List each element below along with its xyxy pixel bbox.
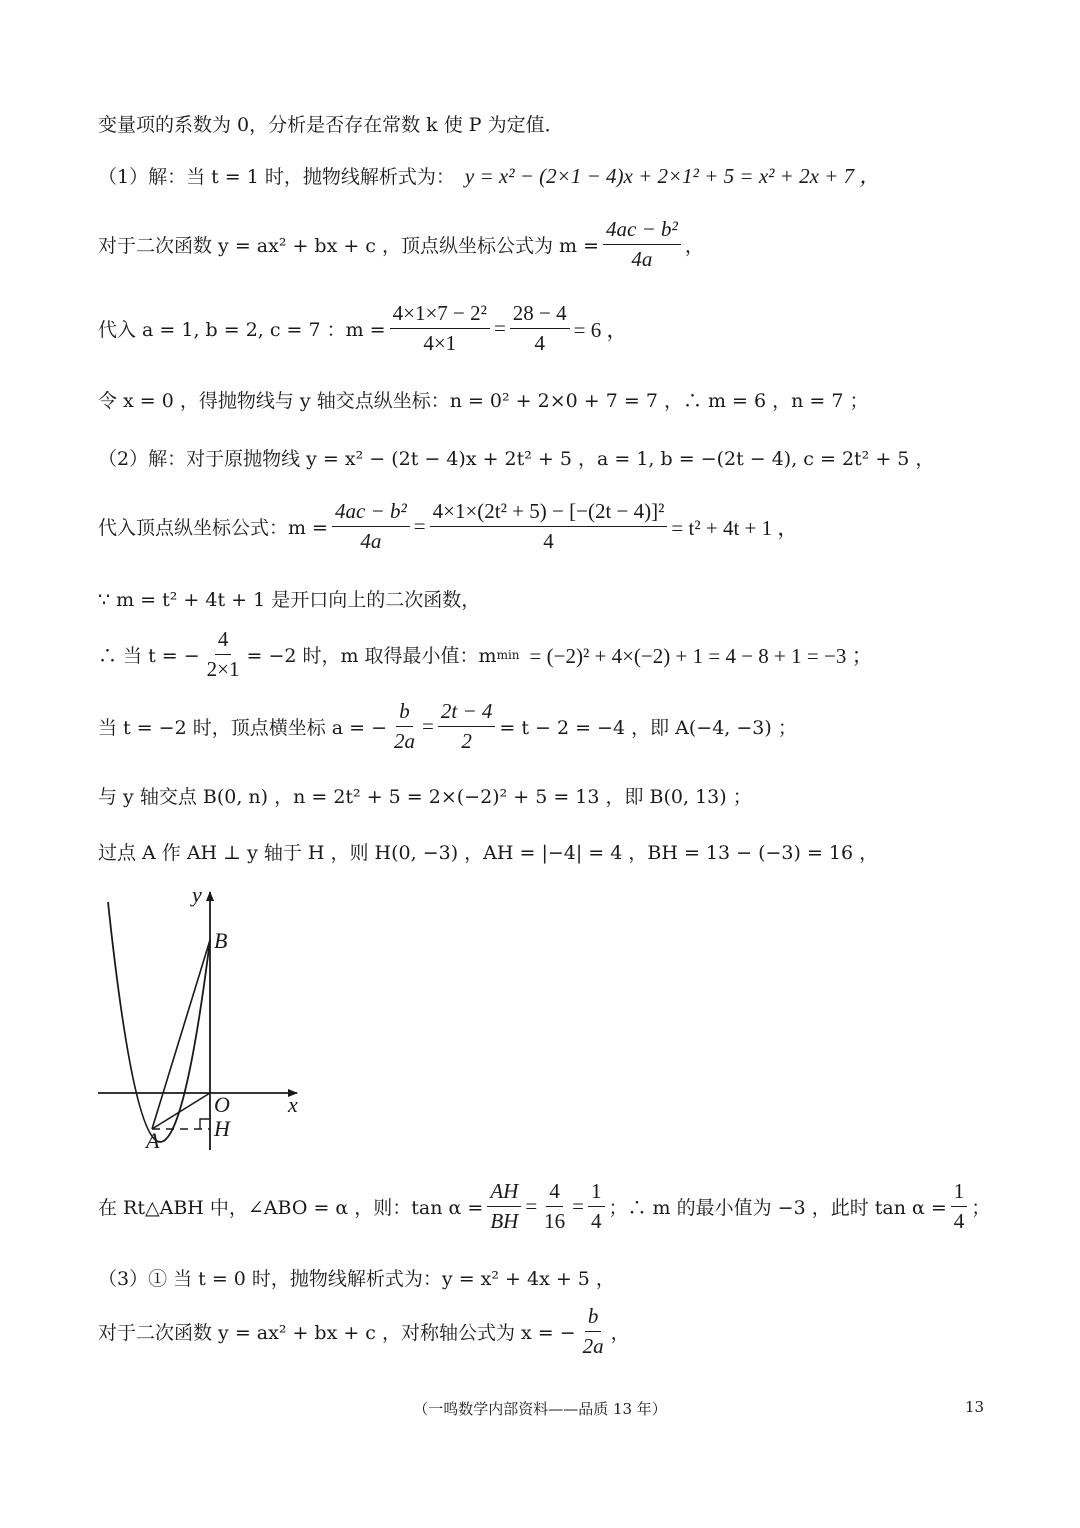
fraction-numerator: 28 − 4 xyxy=(510,302,570,329)
text-line-7 xyxy=(98,500,798,553)
fraction-denominator: 2a xyxy=(582,1334,604,1359)
fraction-denominator: 4 xyxy=(591,1209,602,1234)
text-line-10 xyxy=(98,700,797,753)
line-9-prefix: ∴ 当 t = − xyxy=(98,645,200,668)
fraction-numerator: 4ac − b² xyxy=(332,500,410,527)
page-footer: （一鸣数学内部资料——品质 13 年） xyxy=(413,1400,667,1418)
line-2-prefix: （1）解：当 t = 1 时，抛物线解析式为： xyxy=(98,165,455,188)
expanded-fraction xyxy=(430,500,668,553)
line-7-suffix: = t² + 4t + 1 ， xyxy=(671,515,799,540)
text-line-3 xyxy=(98,218,704,271)
line-4-prefix: 代入 a = 1, b = 2, c = 7 ：m = xyxy=(98,319,386,342)
fraction-denominator: 4 xyxy=(543,529,554,554)
fraction-denominator: 4 xyxy=(953,1209,965,1234)
equals-sign: = xyxy=(413,514,426,539)
text-line-1 xyxy=(98,110,564,137)
line-6-text: （2）解：对于原抛物线 y = x² − (2t − 4)x + 2t² + 5 ，a = 1, b = −(2t − 4), c = 2t² + 5 ， xyxy=(98,448,935,470)
text-line-9: ∴ 当 t = − $\frac{4}{2\times 1}$ = −2 时，m 取得最小值：m min = (−2)² + 4×(−2) + 1 = 4 − 8 + 1 = −3 ； xyxy=(98,627,873,682)
fraction-denominator: 2a xyxy=(394,729,416,754)
fraction-numerator: 4ac − b² xyxy=(603,218,681,245)
fraction-numerator: 4×1×(2t² + 5) − [−(2t − 4)]² xyxy=(430,500,668,527)
line-1-text: 变量项的系数为 0，分析是否存在常数 k 使 P 为定值． xyxy=(98,114,564,136)
line-8-text: ∵ m = t² + 4t + 1 是开口向上的二次函数， xyxy=(98,589,481,611)
axis-formula-fraction xyxy=(391,700,418,753)
text-line-13 xyxy=(98,1180,990,1233)
vertex-formula-fraction xyxy=(603,218,681,271)
text-line-2 xyxy=(98,160,880,190)
substitution-fraction-1 xyxy=(390,302,490,355)
tan-fraction-3 xyxy=(588,1180,605,1233)
tan-fraction-1 xyxy=(487,1180,521,1233)
label-a: A xyxy=(146,1128,160,1153)
page-number: 13 xyxy=(965,1398,985,1416)
label-x: x xyxy=(288,1092,298,1117)
line-7-prefix: 代入顶点纵坐标公式：m = xyxy=(98,517,328,540)
symmetry-axis-fraction xyxy=(580,1305,607,1358)
tan-fraction-4 xyxy=(951,1180,968,1233)
text-line-6 xyxy=(98,444,934,471)
fraction-numerator: b xyxy=(396,700,413,727)
right-angle-mark xyxy=(200,1119,210,1129)
line-14-text: （3）① 当 t = 0 时，抛物线解析式为：y = x² + 4x + 5 ， xyxy=(98,1268,615,1290)
line-3-prefix: 对于二次函数 y = ax² + bx + c ，顶点纵坐标公式为 m = xyxy=(98,235,600,258)
fraction-denominator: 4a xyxy=(631,247,653,272)
line-12-text: 过点 A 作 AH ⊥ y 轴于 H ，则 H(0, −3) ，AH = |−4| = 4 ，BH = 13 − (−3) = 16 ， xyxy=(98,842,879,864)
text-line-4 xyxy=(98,302,627,355)
text-line-14 xyxy=(98,1264,615,1291)
fraction-denominator: 2×1 xyxy=(206,657,240,682)
line-10-prefix: 当 t = −2 时，顶点横坐标 a = − xyxy=(98,717,388,740)
vertex-formula-fraction xyxy=(332,500,410,553)
fraction-numerator: AH xyxy=(487,1180,521,1207)
label-o: O xyxy=(214,1092,230,1117)
equals-sign: = xyxy=(525,1194,538,1219)
text-line-5 xyxy=(98,386,869,413)
substitution-fraction-2 xyxy=(510,302,570,355)
line-13-prefix: 在 Rt△ABH 中，∠ABO = α ，则：tan α = xyxy=(98,1197,484,1220)
line-10-suffix: = t − 2 = −4 ，即 A(−4, −3) ； xyxy=(499,717,797,740)
text-line-8 xyxy=(98,585,480,612)
line-2-formula: y = x² − (2×1 − 4)x + 2×1² + 5 = x² + 2x + 7 ， xyxy=(464,164,881,188)
line-15-prefix: 对于二次函数 y = ax² + bx + c ，对称轴公式为 x = − xyxy=(98,1322,576,1345)
line-5-text: 令 x = 0 ，得抛物线与 y 轴交点纵坐标：n = 0² + 2×0 + 7 = 7 ，∴ m = 6 ，n = 7 ； xyxy=(98,390,869,412)
fraction-numerator: 1 xyxy=(588,1180,605,1207)
segment-ab xyxy=(152,940,210,1129)
line-13-suffix: ； xyxy=(971,1197,991,1220)
line-15-suffix: ， xyxy=(610,1322,630,1345)
line-13-mid: ；∴ m 的最小值为 −3 ，此时 tan α = xyxy=(608,1197,947,1220)
fraction-denominator: BH xyxy=(490,1209,519,1234)
line-9-tail: = (−2)² + 4×(−2) + 1 = 4 − 8 + 1 = −3 ； xyxy=(529,643,873,668)
fraction-numerator: 1 xyxy=(951,1180,968,1207)
text-line-15 xyxy=(98,1305,630,1358)
fraction-numerator: 4 xyxy=(546,1180,563,1207)
fraction-denominator: 4a xyxy=(360,529,382,554)
equals-sign: = xyxy=(422,714,434,739)
fraction-numerator: 2t − 4 xyxy=(438,700,496,727)
fraction-denominator: 4 xyxy=(534,331,545,356)
fraction-numerator: 4 xyxy=(215,628,232,655)
label-b: B xyxy=(214,928,228,953)
parabola-figure xyxy=(92,882,312,1157)
label-y: y xyxy=(192,882,202,907)
axis-value-fraction xyxy=(438,700,496,753)
text-line-12 xyxy=(98,838,878,865)
fraction-numerator: b xyxy=(585,1305,602,1332)
line-11-text: 与 y 轴交点 B(0, n) ，n = 2t² + 5 = 2×(−2)² + 5 = 13 ，即 B(0, 13) ； xyxy=(98,786,752,808)
label-h: H xyxy=(214,1116,230,1141)
fraction-denominator: 16 xyxy=(544,1209,566,1234)
line-9-suffix: = −2 时，m 取得最小值：m xyxy=(246,645,497,668)
tan-fraction-2 xyxy=(541,1180,568,1233)
line-3-suffix: ， xyxy=(684,235,704,258)
fraction-denominator: 4×1 xyxy=(423,331,457,356)
equals-sign: = xyxy=(493,316,506,341)
equals-sign: = xyxy=(572,1194,585,1219)
line-4-suffix: = 6 ， xyxy=(573,317,628,342)
fraction-numerator: 4×1×7 − 2² xyxy=(390,302,490,329)
axis-fraction xyxy=(204,628,243,681)
fraction-denominator: 2 xyxy=(461,729,472,754)
text-line-11 xyxy=(98,782,752,809)
